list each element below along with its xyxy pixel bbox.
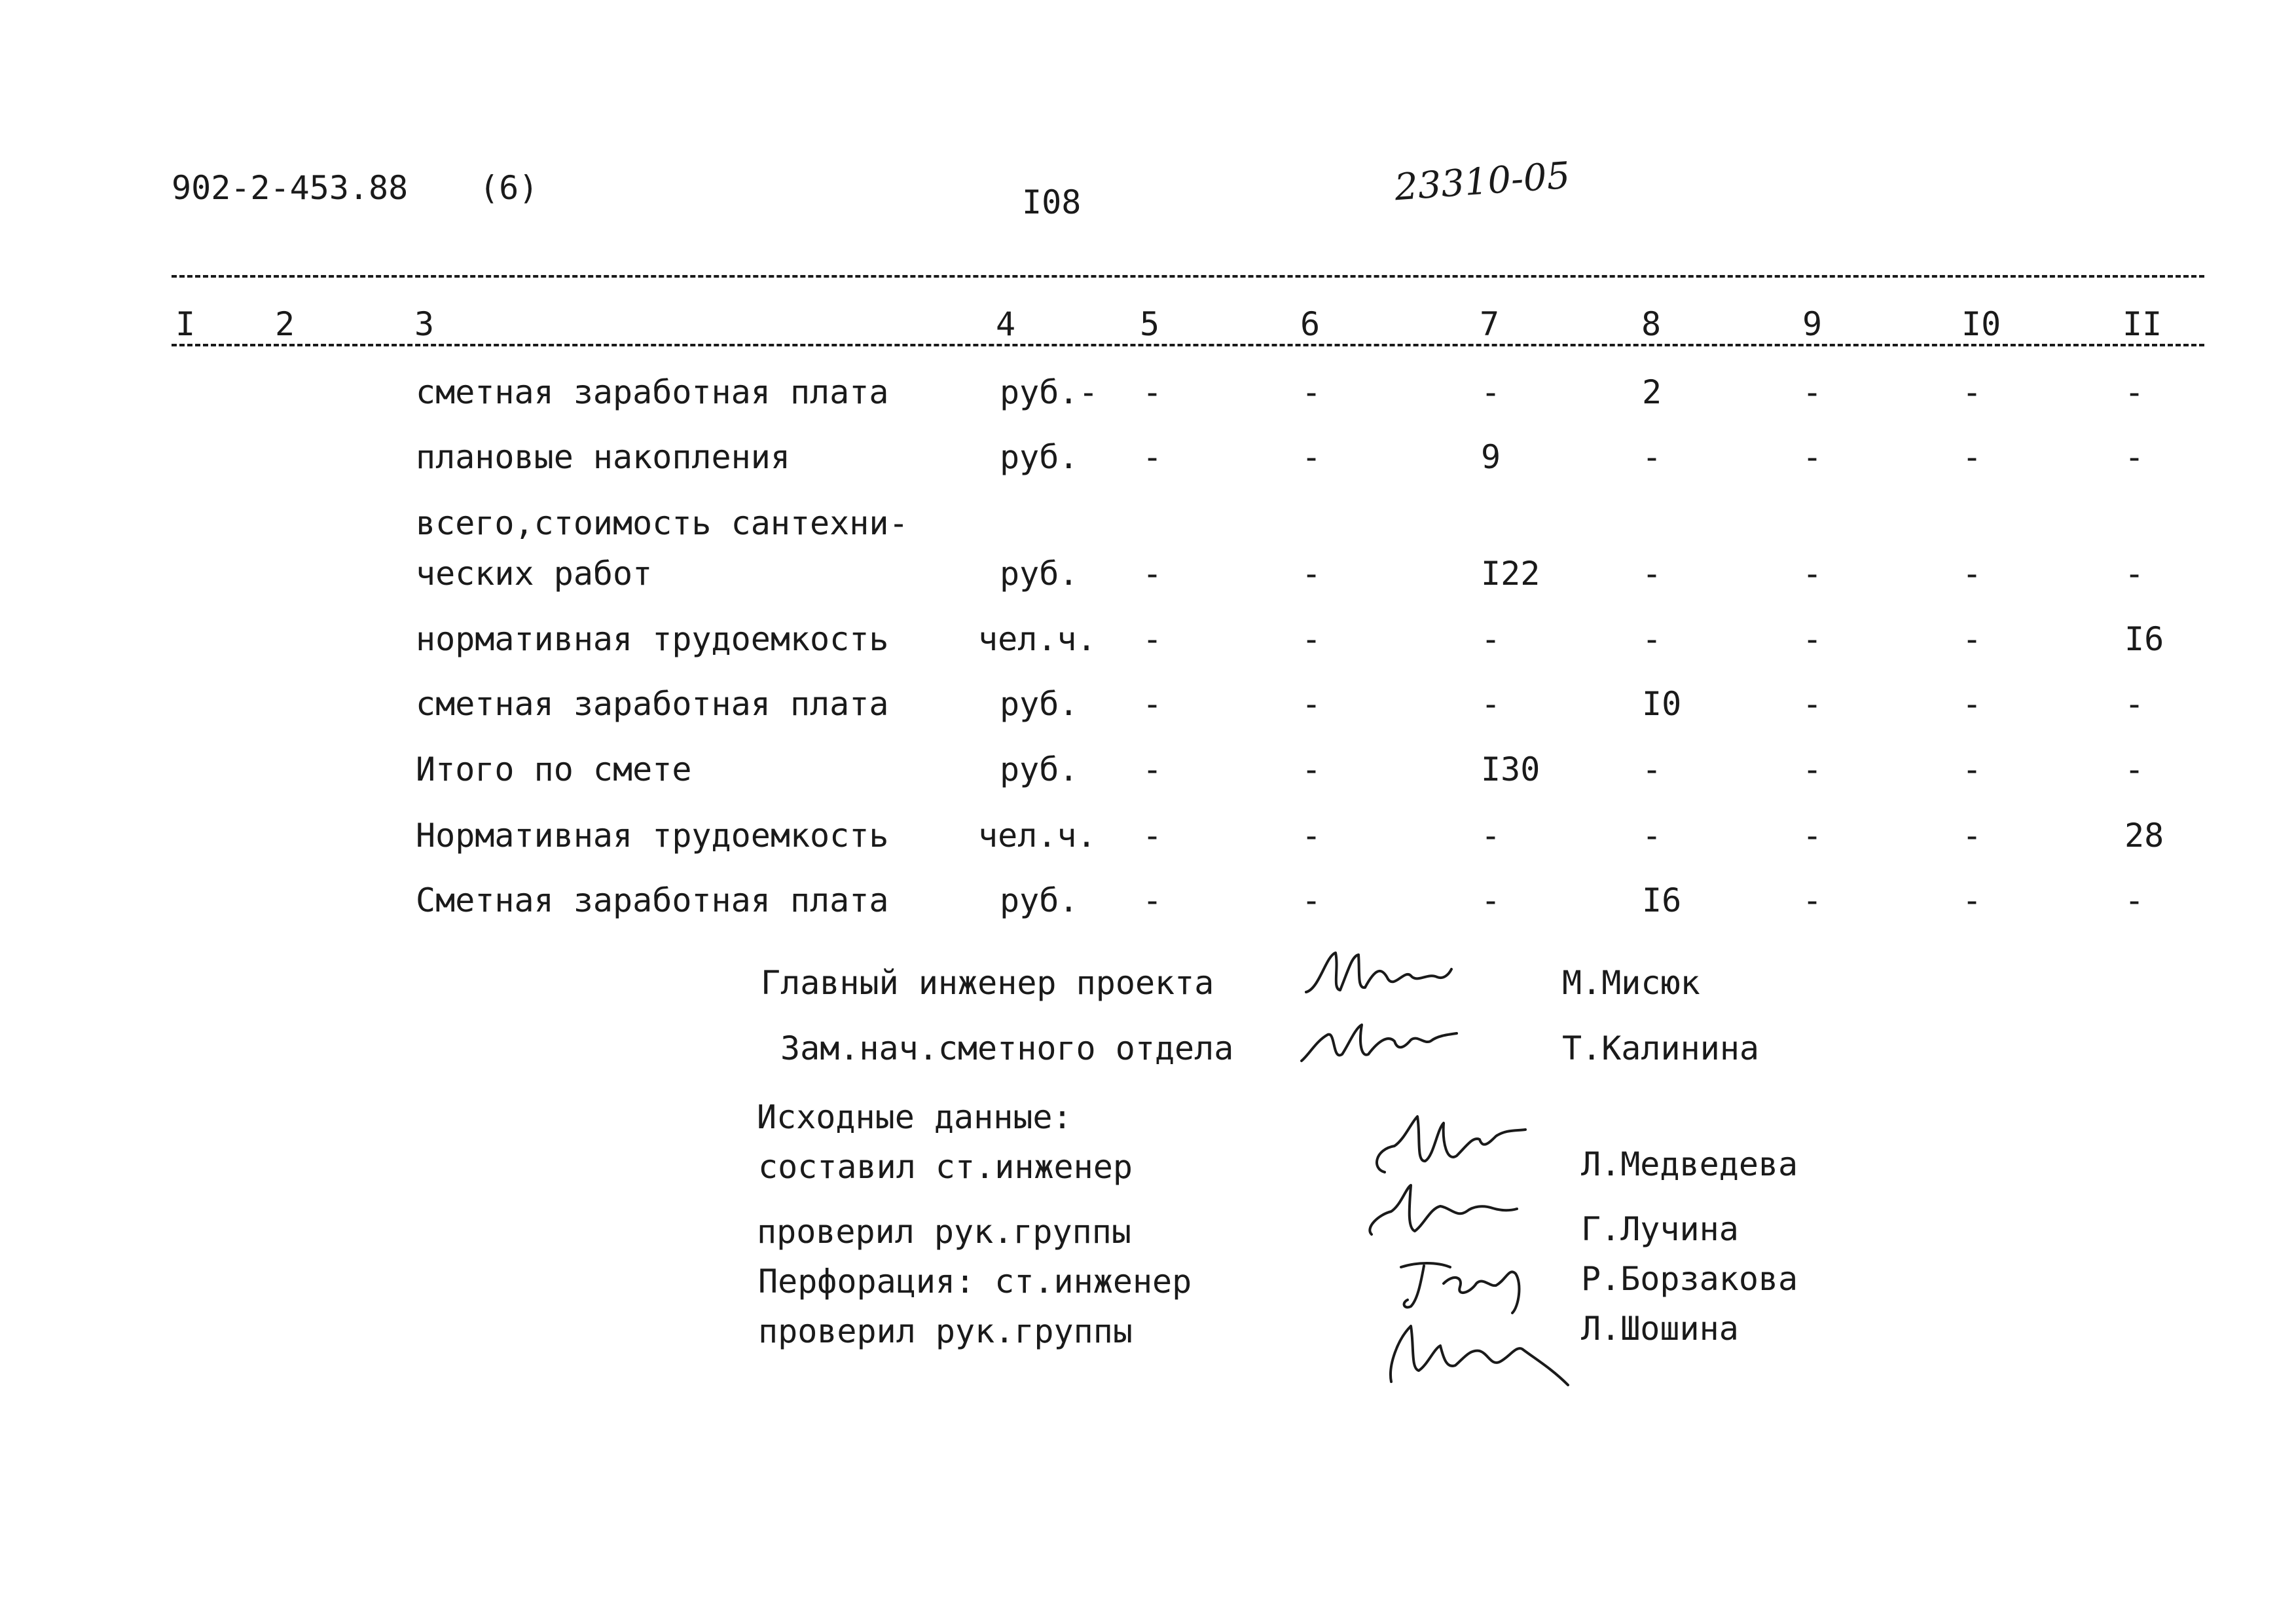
row-cell-7: - <box>1481 373 1501 411</box>
perforation-name: Р.Борзакова <box>1581 1260 1798 1298</box>
column-header-10: I0 <box>1961 305 2001 343</box>
row-cell-5: - <box>1142 881 1163 919</box>
row-cell-7: - <box>1481 817 1501 855</box>
row-cell-6: - <box>1302 555 1322 593</box>
row-cell-6: - <box>1302 438 1322 476</box>
row-cell-5: - <box>1142 685 1163 723</box>
deputy-role: Зам.нач.сметного отдела <box>780 1029 1234 1067</box>
row-cell-5: - <box>1142 750 1163 788</box>
row-cell-6: - <box>1302 881 1322 919</box>
compiled-signature <box>1365 1110 1535 1182</box>
column-header-9: 9 <box>1802 305 1823 343</box>
row-label: нормативная трудоемкость <box>416 620 889 658</box>
row-cell-8: - <box>1642 555 1662 593</box>
row-unit: руб. <box>1000 438 1079 476</box>
row-cell-11: - <box>2124 881 2145 919</box>
row-cell-9: - <box>1802 750 1823 788</box>
row-label: Итого по смете <box>416 750 692 788</box>
row-cell-9: - <box>1802 620 1823 658</box>
row-label: Сметная заработная плата <box>416 881 889 919</box>
row-cell-6: - <box>1302 620 1322 658</box>
chief-engineer-signature <box>1300 943 1457 1002</box>
row-label: ческих работ <box>416 555 653 593</box>
column-header-5: 5 <box>1140 305 1160 343</box>
table-header-rule <box>172 344 2204 346</box>
row-cell-10: - <box>1962 685 1982 723</box>
column-header-7: 7 <box>1480 305 1500 343</box>
row-cell-8: - <box>1642 620 1662 658</box>
row-cell-7: - <box>1481 620 1501 658</box>
sheet-number: (6) <box>479 169 539 207</box>
row-label: плановые накопления <box>416 438 790 476</box>
row-cell-9: - <box>1802 685 1823 723</box>
column-header-1: I <box>175 305 196 343</box>
row-cell-8: I6 <box>1642 881 1682 919</box>
row-cell-7: - <box>1481 685 1501 723</box>
row-cell-5: - <box>1142 555 1163 593</box>
column-header-8: 8 <box>1641 305 1662 343</box>
row-unit: руб. <box>1000 555 1079 593</box>
deputy-name: Т.Калинина <box>1562 1029 1760 1067</box>
page-number: I08 <box>1022 183 1082 221</box>
perf-checked-signature <box>1378 1313 1575 1392</box>
column-header-6: 6 <box>1300 305 1321 343</box>
row-cell-5: - <box>1142 817 1163 855</box>
row-cell-7: I30 <box>1481 750 1540 788</box>
chief-engineer-role: Главный инженер проекта <box>761 964 1214 1002</box>
row-cell-9: - <box>1802 817 1823 855</box>
row-cell-9: - <box>1802 438 1823 476</box>
perforation-signature <box>1391 1247 1548 1320</box>
row-cell-7: 9 <box>1481 438 1501 476</box>
column-header-2: 2 <box>275 305 295 343</box>
row-cell-7: - <box>1481 881 1501 919</box>
row-cell-6: - <box>1302 373 1322 411</box>
column-header-11: II <box>2123 305 2162 343</box>
row-unit: чел.ч. <box>978 620 1097 658</box>
row-cell-8: 2 <box>1642 373 1662 411</box>
row-cell-10: - <box>1962 817 1982 855</box>
row-cell-8: - <box>1642 438 1662 476</box>
checked-signature <box>1358 1179 1529 1244</box>
row-cell-8: - <box>1642 817 1662 855</box>
row-unit: руб. <box>1000 881 1079 919</box>
row-cell-11: - <box>2124 685 2145 723</box>
row-cell-11: - <box>2124 555 2145 593</box>
table-top-rule <box>172 275 2204 278</box>
row-cell-6: - <box>1302 750 1322 788</box>
row-cell-6: - <box>1302 817 1322 855</box>
inventory-number: 23310-05 <box>1393 154 1572 210</box>
checked-name: Г.Лучина <box>1581 1210 1739 1248</box>
row-cell-5: - <box>1142 373 1163 411</box>
compiled-role: составил ст.инженер <box>758 1148 1133 1186</box>
row-unit: чел.ч. <box>978 817 1097 855</box>
row-cell-10: - <box>1962 373 1982 411</box>
row-cell-10: - <box>1962 750 1982 788</box>
row-cell-9: - <box>1802 881 1823 919</box>
row-unit: руб. <box>1000 750 1079 788</box>
row-cell-10: - <box>1962 555 1982 593</box>
perf-checked-role: проверил рук.группы <box>758 1312 1133 1350</box>
column-header-4: 4 <box>996 305 1016 343</box>
row-cell-6: - <box>1302 685 1322 723</box>
row-cell-7: I22 <box>1481 555 1540 593</box>
compiled-name: Л.Медведева <box>1581 1145 1798 1183</box>
row-cell-11: I6 <box>2124 620 2164 658</box>
row-cell-9: - <box>1802 555 1823 593</box>
row-cell-9: - <box>1802 373 1823 411</box>
deputy-signature <box>1296 1015 1467 1074</box>
row-label: Нормативная трудоемкость <box>416 817 889 855</box>
row-cell-8: - <box>1642 750 1662 788</box>
row-cell-11: - <box>2124 373 2145 411</box>
row-cell-10: - <box>1962 620 1982 658</box>
row-label: сметная заработная плата <box>416 685 889 723</box>
document-code: 902-2-453.88 <box>172 169 409 207</box>
row-cell-5: - <box>1142 438 1163 476</box>
chief-engineer-name: М.Мисюк <box>1562 964 1700 1002</box>
row-cell-10: - <box>1962 881 1982 919</box>
row-cell-11: 28 <box>2124 817 2164 855</box>
row-unit: руб. <box>1000 685 1079 723</box>
checked-role: проверил рук.группы <box>757 1213 1131 1251</box>
row-cell-11: - <box>2124 750 2145 788</box>
row-cell-5: - <box>1142 620 1163 658</box>
row-unit: руб.- <box>1000 373 1099 411</box>
row-cell-8: I0 <box>1642 685 1682 723</box>
source-data-heading: Исходные данные: <box>757 1098 1072 1136</box>
row-cell-11: - <box>2124 438 2145 476</box>
row-label-line-1: всего,стоимость сантехни- <box>416 504 909 542</box>
row-cell-10: - <box>1962 438 1982 476</box>
perforation-role: Перфорация: ст.инженер <box>758 1263 1192 1301</box>
column-header-3: 3 <box>414 305 435 343</box>
row-label: сметная заработная плата <box>416 373 889 411</box>
perf-checked-name: Л.Шошина <box>1581 1310 1739 1348</box>
